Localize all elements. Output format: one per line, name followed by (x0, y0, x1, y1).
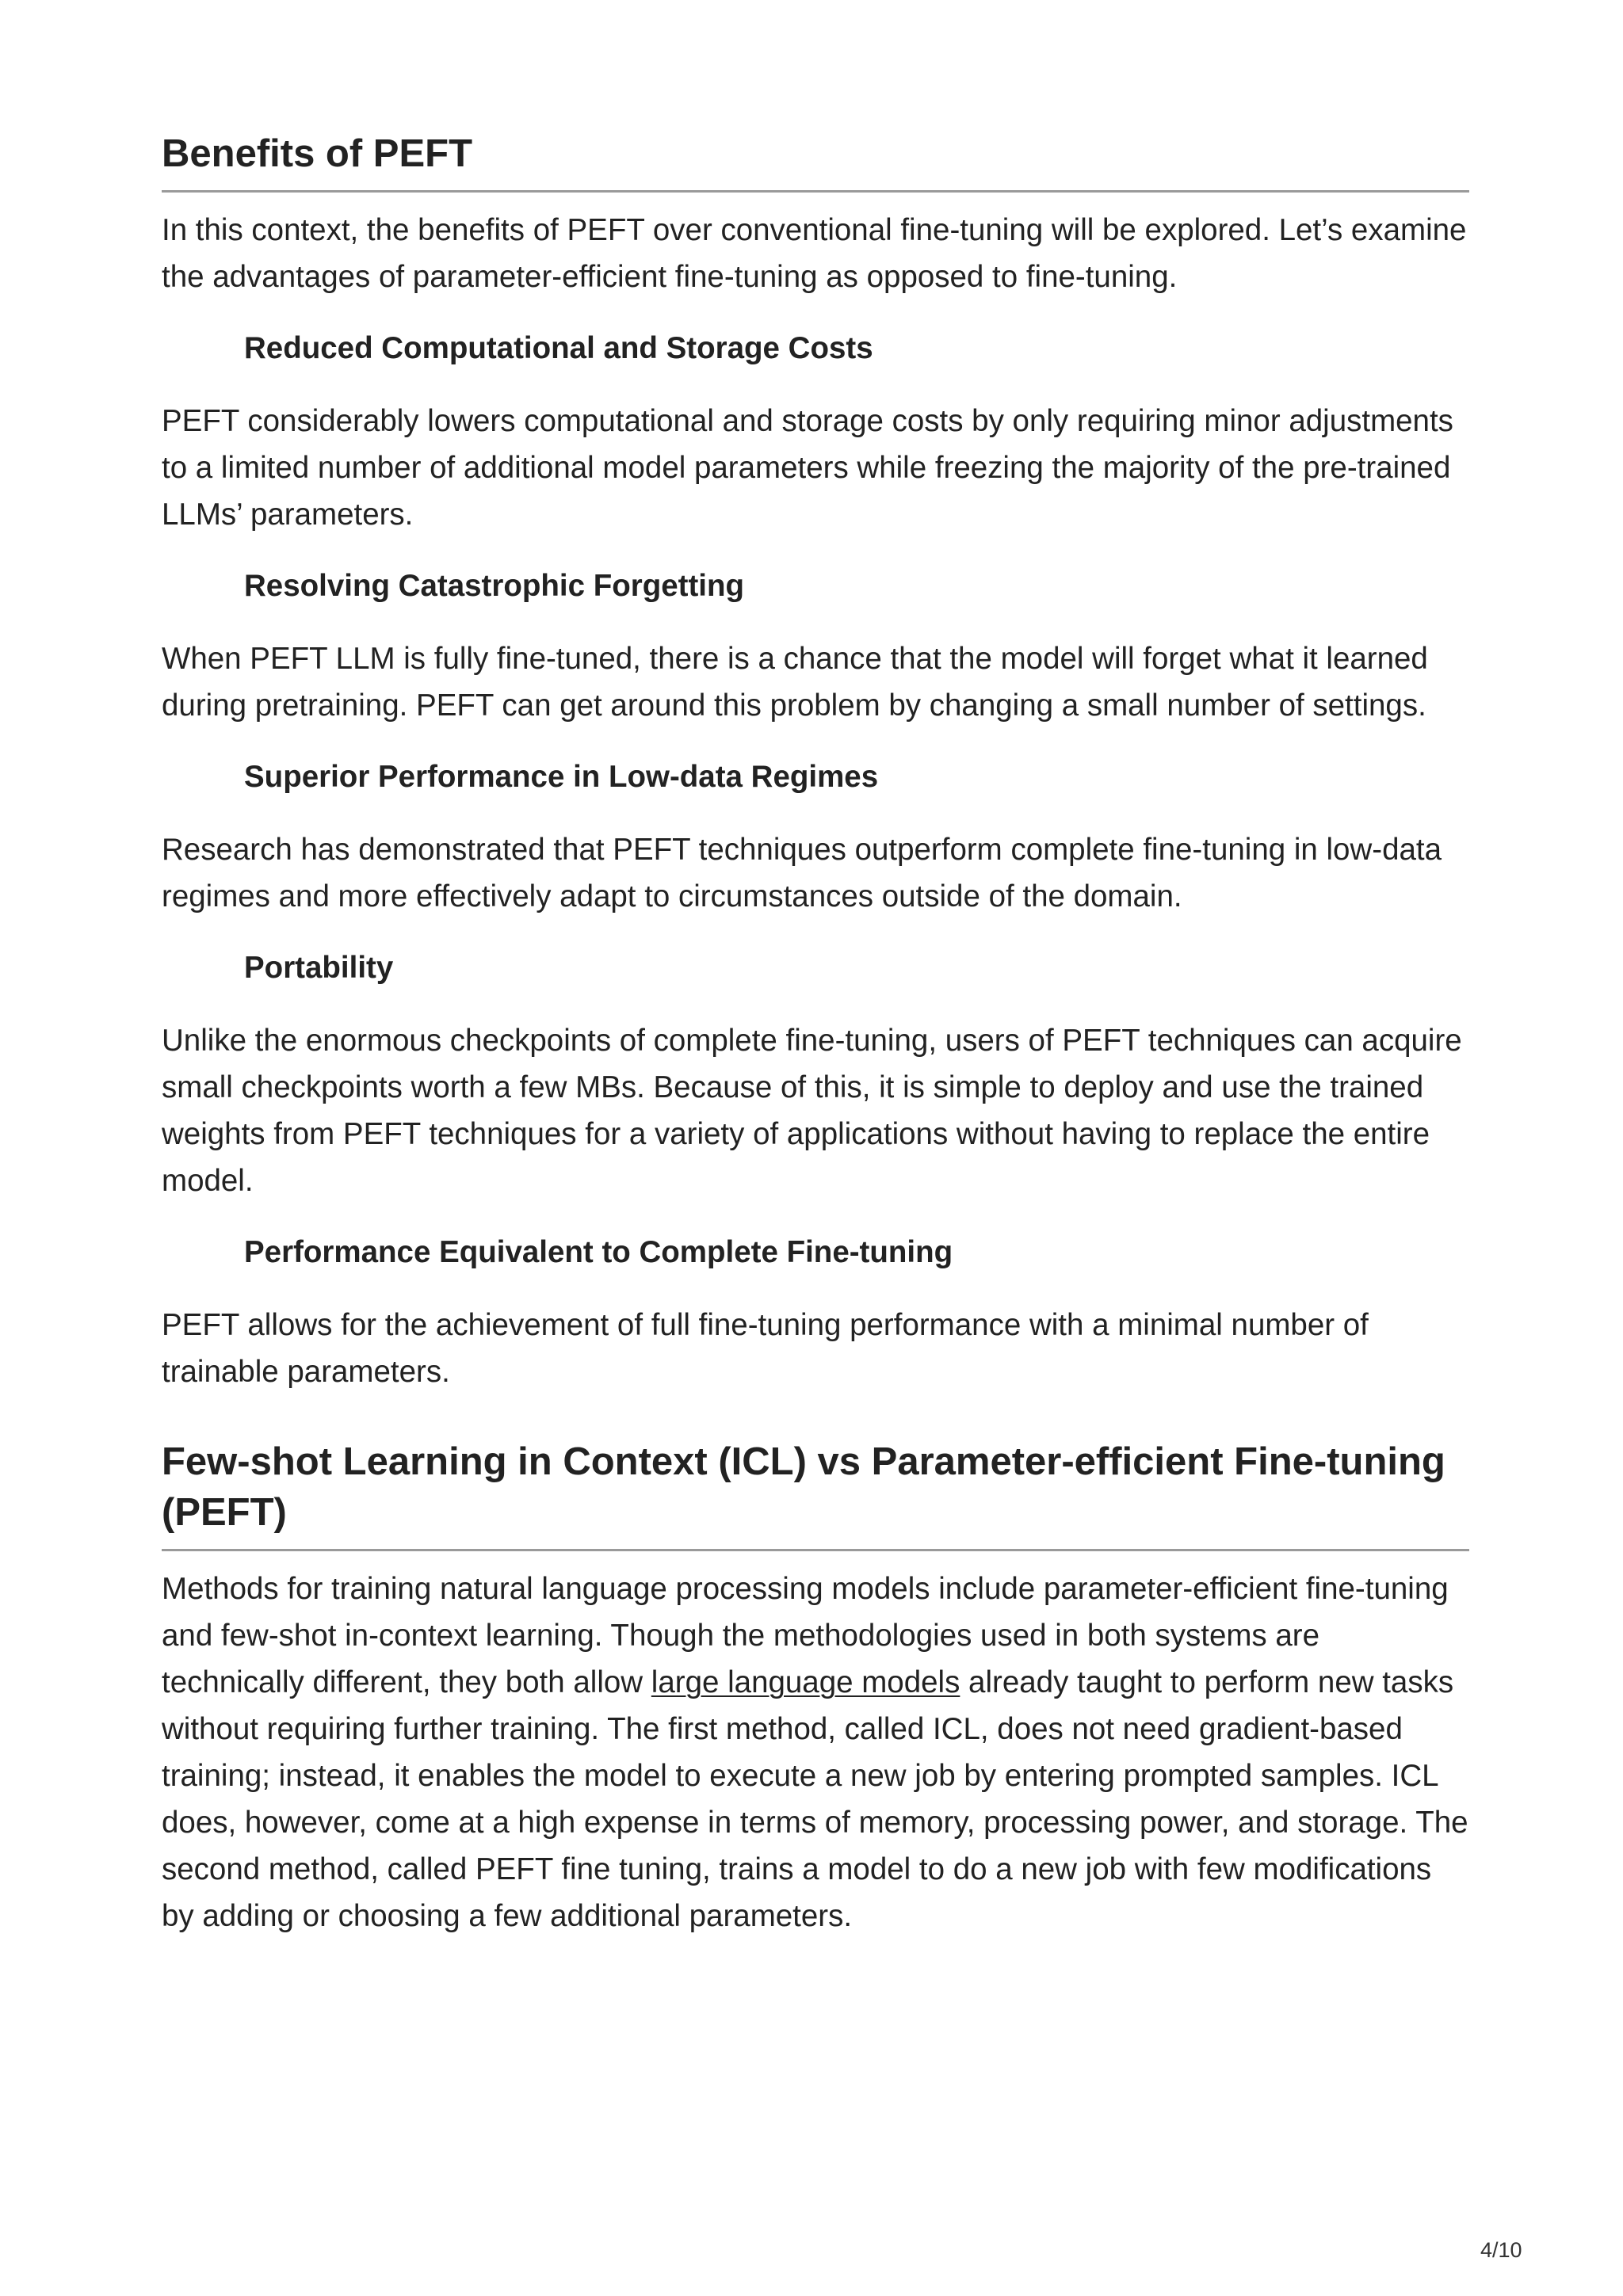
paragraph-text: already taught to perform new tasks without requiring further training. The first method, called ICL, does not need gradient-based training; instead, it enables the model to execute a new job by entering prompted samples. ICL does, however, come at a high expense in terms of memory, processing power, and storage. The second method, called PEFT fine tuning, trains a model to do a new job with few modifications by adding or choosing a few additional parameters. (162, 1665, 1468, 1933)
benefit-body-low-data: Research has demonstrated that PEFT techniques outperform complete fine-tuning in low-data regimes and more effectively adapt to circumstances outside of the domain. (162, 833, 1442, 913)
section-heading-icl-vs-peft: Few-shot Learning in Context (ICL) vs Parameter-efficient Fine-tuning (PEFT) (162, 1440, 1445, 1534)
section-intro-paragraph: In this context, the benefits of PEFT over conventional fine-tuning will be explored. Let’s examine the advantages of parameter-efficient fine-tuning as opposed to fine-tuning. (162, 213, 1467, 294)
benefit-body-performance: PEFT allows for the achievement of full fine-tuning performance with a minimal number of trainable parameters. (162, 1308, 1369, 1389)
benefit-title-costs: Reduced Computational and Storage Costs (244, 331, 873, 365)
benefit-title-forgetting: Resolving Catastrophic Forgetting (244, 569, 745, 603)
paragraph-text: Methods for training natural language processing models include parameter-efficient fine-tuning and few-shot in-context learning. Though the methodologies used in both systems are technically different, they both allow (162, 1572, 1449, 1699)
heading-divider (162, 1549, 1469, 1551)
section-heading-benefits: Benefits of PEFT (162, 132, 473, 175)
article-content (162, 128, 1469, 1939)
benefit-body-forgetting: When PEFT LLM is fully fine-tuned, there is a chance that the model will forget what it learned during pretraining. PEFT can get around this problem by changing a small number of settings. (162, 642, 1428, 723)
large-language-models-link[interactable]: large language models (651, 1665, 960, 1699)
heading-divider (162, 190, 1469, 193)
benefit-body-costs: PEFT considerably lowers computational and storage costs by only requiring minor adjustments to a limited number of additional model parameters while freezing the majority of the pre-trained LLMs’ parameters. (162, 404, 1453, 532)
benefit-title-low-data: Superior Performance in Low-data Regimes (244, 760, 879, 794)
benefit-body-portability: Unlike the enormous checkpoints of complete fine-tuning, users of PEFT techniques can acquire small checkpoints worth a few MBs. Because of this, it is simple to deploy and use the trained weights from PEFT techniques for a variety of applications without having to replace the entire model. (162, 1024, 1462, 1198)
page-number: 4/10 (1480, 2238, 1522, 2262)
benefit-title-performance: Performance Equivalent to Complete Fine-tuning (244, 1235, 953, 1269)
benefit-title-portability: Portability (244, 951, 394, 985)
icl-vs-peft-paragraph (162, 1566, 1469, 1939)
